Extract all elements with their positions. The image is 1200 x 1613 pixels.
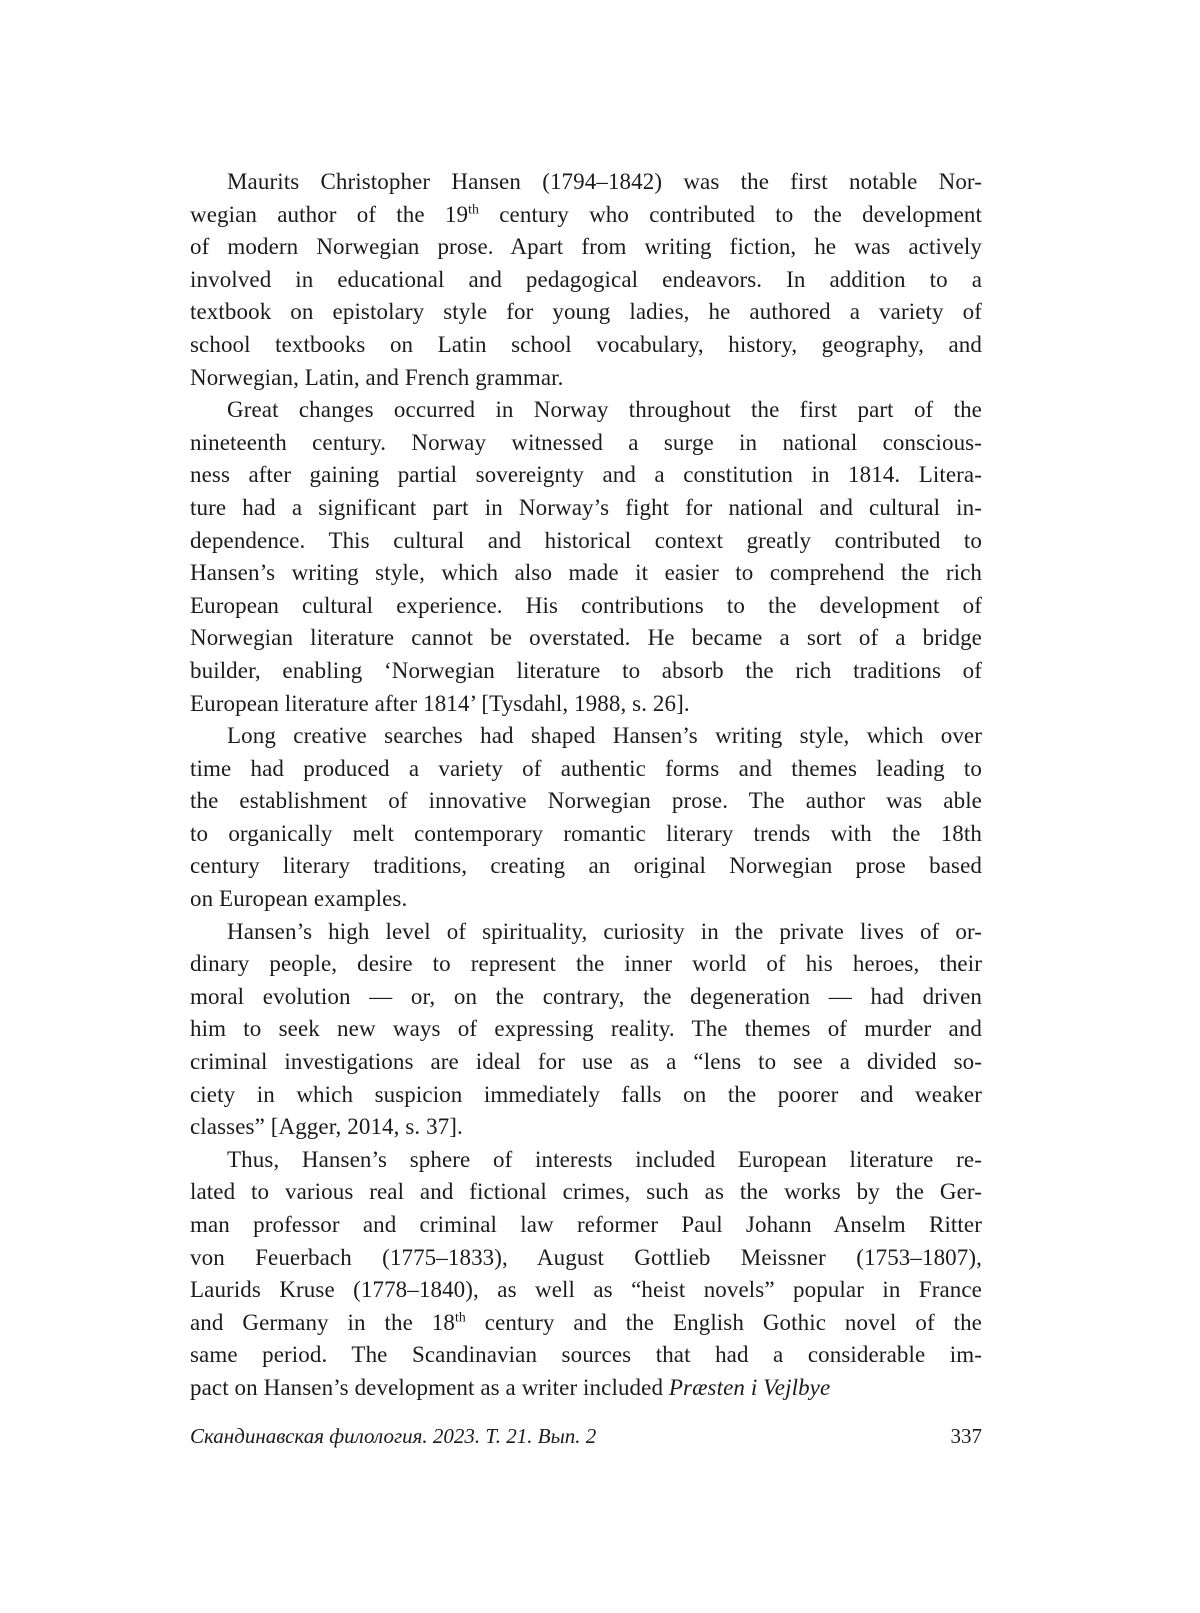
text-run: to organically melt contemporary romantic literary trends with the 18th bbox=[190, 820, 982, 846]
text-run: ture had a significant part in Norway’s fight for national and cultural in- bbox=[190, 494, 982, 520]
text-run: him to seek new ways of expressing reality. The themes of murder and bbox=[190, 1016, 982, 1042]
text-run: dinary people, desire to represent the inner world of his heroes, their bbox=[190, 951, 982, 977]
text-line bbox=[190, 655, 982, 688]
text-line bbox=[190, 590, 982, 623]
paragraph bbox=[190, 1144, 982, 1405]
text-line bbox=[190, 818, 982, 851]
text-line bbox=[190, 329, 982, 362]
text-run: the establishment of innovative Norwegian prose. The author was able bbox=[190, 788, 982, 814]
text-run: Laurids Kruse (1778–1840), as well as “heist novels” popular in France bbox=[190, 1277, 982, 1303]
text-run: European literature after 1814’ [Tysdahl, 1988, s. 26]. bbox=[190, 690, 690, 716]
text-run: th bbox=[454, 1309, 466, 1325]
text-run: ciety in which suspicion immediately falls on the poorer and weaker bbox=[190, 1081, 982, 1107]
text-run: involved in educational and pedagogical endeavors. In addition to a bbox=[190, 266, 982, 292]
text-line bbox=[190, 459, 982, 492]
text-line bbox=[190, 1242, 982, 1275]
text-run: wegian author of the 19 bbox=[190, 201, 469, 227]
paragraph bbox=[190, 720, 982, 916]
text-line bbox=[190, 753, 982, 786]
text-run: nineteenth century. Norway witnessed a surge in national conscious- bbox=[190, 429, 982, 455]
text-line bbox=[190, 1372, 982, 1405]
text-line bbox=[190, 850, 982, 883]
text-line bbox=[190, 557, 982, 590]
text-line bbox=[190, 166, 982, 199]
text-line bbox=[190, 394, 982, 427]
text-run: Great changes occurred in Norway throughout the first part of the bbox=[227, 397, 982, 423]
text-line bbox=[190, 1013, 982, 1046]
text-run: Norwegian, Latin, and French grammar. bbox=[190, 364, 564, 390]
text-run: criminal investigations are ideal for use as a “lens to see a divided so- bbox=[190, 1049, 982, 1075]
page-number: 337 bbox=[950, 1424, 982, 1448]
text-run: lated to various real and fictional crimes, such as the works by the Ger- bbox=[190, 1179, 982, 1205]
text-line bbox=[190, 296, 982, 329]
text-line bbox=[190, 688, 982, 721]
text-line bbox=[190, 525, 982, 558]
text-line bbox=[190, 1046, 982, 1079]
text-run: Long creative searches had shaped Hansen’s writing style, which over bbox=[227, 723, 982, 749]
paragraph bbox=[190, 916, 982, 1144]
text-line bbox=[190, 1176, 982, 1209]
text-run: Hansen’s high level of spirituality, curiosity in the private lives of or- bbox=[227, 918, 982, 944]
text-line bbox=[190, 264, 982, 297]
text-run: dependence. This cultural and historical context greatly contributed to bbox=[190, 527, 982, 553]
text-run: same period. The Scandinavian sources that had a considerable im- bbox=[190, 1342, 982, 1368]
text-line bbox=[190, 981, 982, 1014]
text-run: century and the English Gothic novel of the bbox=[465, 1309, 982, 1335]
paragraph bbox=[190, 166, 982, 394]
text-line bbox=[190, 883, 982, 916]
text-run: pact on Hansen’s development as a writer included bbox=[190, 1374, 669, 1400]
text-run: school textbooks on Latin school vocabulary, history, geography, and bbox=[190, 331, 982, 357]
text-line bbox=[190, 785, 982, 818]
journal-citation: Скандинавская филология. 2023. Т. 21. Вып. 2 bbox=[190, 1424, 597, 1448]
text-run: von Feuerbach (1775–1833), August Gottlieb Meissner (1753–1807), bbox=[190, 1244, 982, 1270]
text-line bbox=[190, 199, 982, 232]
text-run: of modern Norwegian prose. Apart from writing fiction, he was actively bbox=[190, 234, 982, 260]
text-run: European cultural experience. His contributions to the development of bbox=[190, 592, 982, 618]
text-line bbox=[190, 720, 982, 753]
text-line bbox=[190, 1144, 982, 1177]
text-line bbox=[190, 1307, 982, 1340]
text-line bbox=[190, 916, 982, 949]
text-line bbox=[190, 1079, 982, 1112]
paragraph bbox=[190, 394, 982, 720]
text-run: man professor and criminal law reformer Paul Johann Anselm Ritter bbox=[190, 1212, 982, 1237]
text-run: Maurits Christopher Hansen (1794–1842) was the first notable Nor- bbox=[227, 169, 982, 194]
footer bbox=[190, 1424, 982, 1449]
text-run: builder, enabling ‘Norwegian literature to absorb the rich traditions of bbox=[190, 657, 982, 683]
text-run: and Germany in the 18 bbox=[190, 1309, 455, 1335]
text-run: Præsten i Vejlbye bbox=[668, 1374, 831, 1400]
text-run: Thus, Hansen’s sphere of interests included European literature re- bbox=[227, 1146, 982, 1172]
text-line bbox=[190, 362, 982, 395]
text-run: th bbox=[468, 200, 480, 216]
text-line bbox=[190, 492, 982, 525]
text-run: time had produced a variety of authentic forms and themes leading to bbox=[190, 755, 982, 781]
text-line bbox=[190, 622, 982, 655]
text-block bbox=[190, 166, 982, 1405]
text-run: Hansen’s writing style, which also made it easier to comprehend the rich bbox=[190, 560, 982, 586]
text-run: ness after gaining partial sovereignty and a constitution in 1814. Litera- bbox=[190, 462, 982, 488]
text-run: classes” [Agger, 2014, s. 37]. bbox=[190, 1114, 463, 1140]
text-run: textbook on epistolary style for young ladies, he authored a variety of bbox=[190, 299, 982, 325]
text-run: century literary traditions, creating an original Norwegian prose based bbox=[190, 853, 982, 879]
text-run: century who contributed to the development bbox=[479, 201, 982, 227]
text-line bbox=[190, 231, 982, 264]
text-line bbox=[190, 1209, 982, 1242]
text-line bbox=[190, 1339, 982, 1372]
text-line bbox=[190, 1274, 982, 1307]
text-line bbox=[190, 427, 982, 460]
text-run: Norwegian literature cannot be overstated. He became a sort of a bridge bbox=[190, 625, 982, 651]
text-run: moral evolution — or, on the contrary, the degeneration — had driven bbox=[190, 983, 982, 1009]
text-line bbox=[190, 948, 982, 981]
text-run: on European examples. bbox=[190, 886, 408, 912]
text-line bbox=[190, 1111, 982, 1144]
